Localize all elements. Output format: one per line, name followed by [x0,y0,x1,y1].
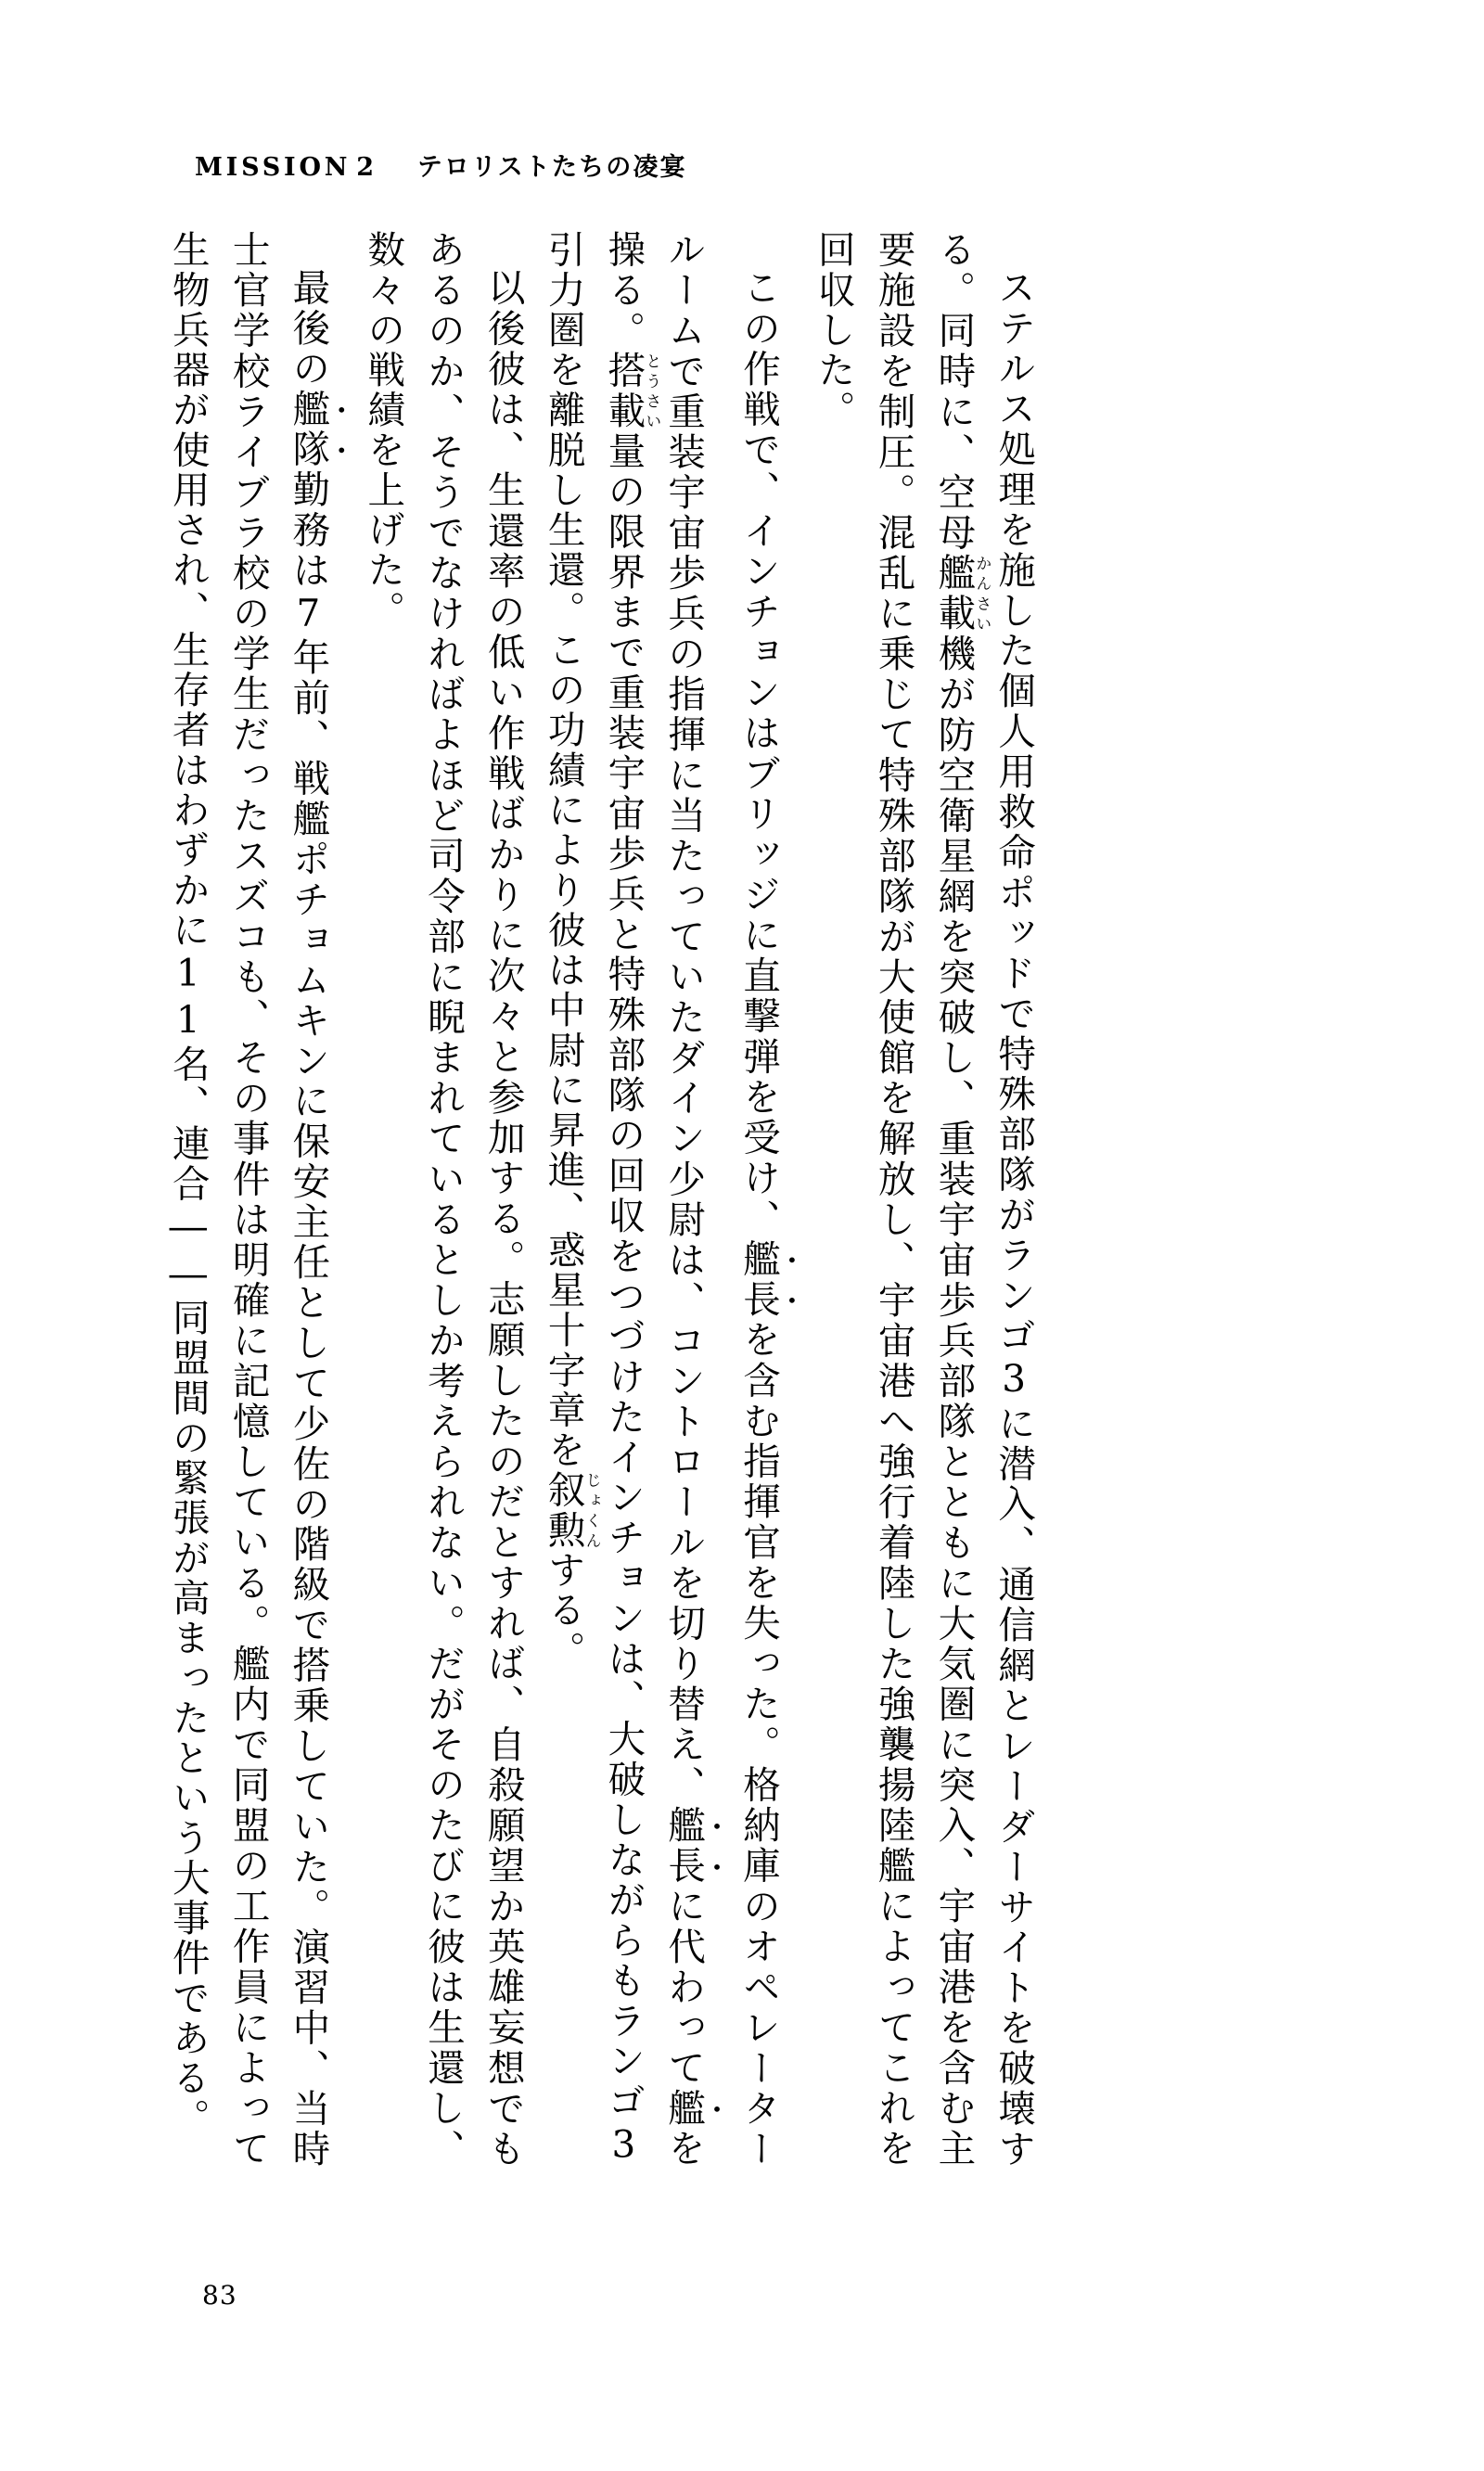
running-head [195,147,687,183]
page-body [158,230,1328,2169]
page-number: 83 [202,2280,237,2311]
running-head-mission-label: MISSION [195,153,352,182]
ruby-jokun: 叙勲じょくん [541,1470,601,1551]
paragraph-4: 最後の艦隊勤務は7年前、戦艦ポチョムキンに保安主任として少佐の階級で搭乗していた。演習中、当時士官学校ライブラ校の学生だったスズコも、その事件は明確に記憶している。艦内で同盟の工作員によって生物兵器が使用され、生存者はわずかに11名、連合――同盟間の緊張が高まったという大事件である。 [165,230,331,2170]
running-head-chapter-title: テロリストたちの凌宴 [416,153,687,182]
paragraph-3: 以後彼は、生還率の低い作戦ばかりに次々と参加する。志願したのだとすれば、自殺願望か英雄妄想でもあるのか、そうでなければよほど司令部に睨まれているとしか考えられない。だがそのたびに彼は生還し、数々の戦績を上げた。 [361,230,526,2170]
paragraph-2: この作戦で、インチョンはブリッジに直撃弾を受け、艦長を含む指揮官を失った。格納庫のオペレータールームで重装宇宙歩兵の指揮に当たっていたダイン少尉は、コントロールを切り替え、艦長に代わって艦を操る。搭載とうさい量の限界まで重装宇宙歩兵と特殊部隊の回収をつづけたインチョンは、大破しながらもランゴ3引力圏を離脱し生還。この功績により彼は中尉に昇進、惑星十字章を叙勲じょくんする。 [541,230,781,2170]
paragraph-1: ステルス処理を施した個人用救命ポッドで特殊部隊がランゴ3に潜入、通信網とレーダーサイトを破壊する。同時に、空母艦載かんさい機が防空衛星網を突破し、重装宇宙歩兵部隊とともに大気圏に突入、宇宙港を含む主要施設を制圧。混乱に乗じて特殊部隊が大使館を解放し、宇宙港へ強行着陸した強襲揚陸艦によってこれを回収した。 [811,230,1037,2169]
vertical-text-block [158,230,1043,2169]
ruby-tousai: 搭載とうさい [601,351,661,431]
running-head-mission-number: 2 [356,153,377,182]
ruby-kansai: 艦載かんさい [931,553,991,634]
